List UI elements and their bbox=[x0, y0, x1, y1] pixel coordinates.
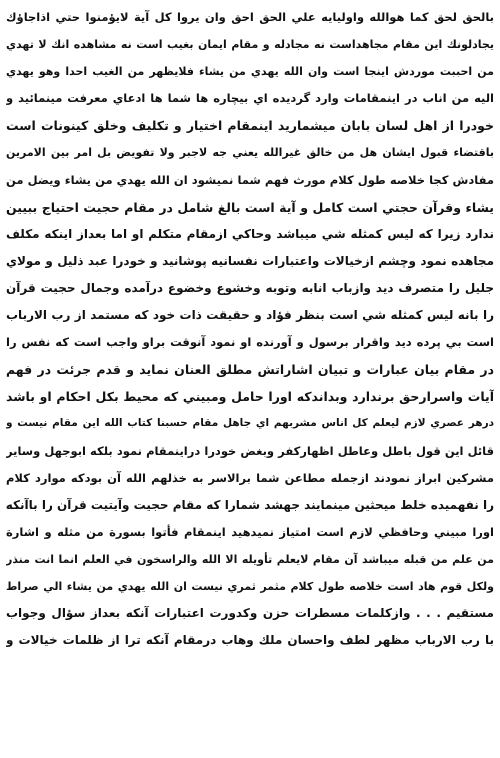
text-line-14: در مقام بيان عبارات و تبيان اشاراتش مطلق العنان نمايد و قدم جرئت در فهم bbox=[6, 362, 494, 378]
text-line-10: مجاهده نمود وچشم ازخيالات واعتبارات نفسانيه پوشانيد و خودرا عبد ذليل و مولاي bbox=[6, 253, 494, 268]
text-line-7: مفادش كجا خلاصه طول كلام مورث فهم شما نميشود ان الله يهدي من يشاء ويضل من bbox=[6, 172, 494, 187]
text-line-1: بالحق لحق كما هوالله واوليايه علي الحق احق وان يروا كل آية لايؤمنوا حتي اذاجاؤك bbox=[6, 10, 494, 24]
text-line-23: مستقيم . . . وازكلمات مسطرات حزن وكدورت اعتبارات آنكه بعداز سؤال وجواب bbox=[6, 606, 494, 621]
text-line-12: را بانه ليس كمثله شي است بنظر فؤاد و حقيقت ذات خود كه مستمد از رب الارباب bbox=[6, 308, 494, 323]
text-line-22: ولكل قوم هاد است خلاصه طول كلام مثمر ثمري نيست ان الله يهدي من يشاء الي صراط bbox=[6, 579, 494, 593]
text-line-6: باقتضاء قبول ايشان هل من خالق غيرالله يعني جه لاجبر ولا تفويض بل امر بين الامرين bbox=[6, 146, 494, 160]
text-line-24: با رب الارباب مظهر لطف واحسان ملك وهاب درمقام آنكه ترا از ظلمات خيالات و bbox=[6, 633, 494, 648]
text-line-20: اورا مبيني وحافظي لازم است امتياز نميدهيد اينمقام فأتوا بسورة من مثله و اشارة bbox=[6, 524, 494, 539]
text-line-16: درهر عصري لازم ليعلم كل اناس مشربهم اي جاهل مقام حسبنا كتاب الله اين مقام نيست و bbox=[6, 417, 494, 430]
text-line-15: آيات واسرارحق برندارد وبداندكه اورا حامل ومبيني كه محيط بكل احكام او باشد bbox=[6, 389, 494, 405]
text-line-18: مشركين ابراز نمودند ازجمله مطاعن شما برالاسر به خذلهم الله آن بودكه موارد كلام bbox=[6, 470, 494, 485]
text-line-19: را نفهميده خلط ميحثين مينمايند جهشد شمارا كه مقام حجيت وآيتيت قرآن را باآنكه bbox=[6, 497, 494, 512]
text-line-17: قائل اين قول باطل وعاطل اظهاركفر وبغض خودرا دراينمقام نمود بلكه ابوجهل وساير bbox=[6, 443, 494, 458]
text-line-21: من علم من قبله ميباشد آن مقام لايعلم تأويله الا الله والراسخون في العلم انما انت منذر bbox=[6, 552, 494, 566]
text-line-9: ندارد زيرا كه ليس كمثله شي ميباشد وحاكي ازمقام متكلم او اما بعداز اينكه مكلف bbox=[6, 226, 494, 241]
text-body bbox=[6, 4, 494, 654]
text-line-5: خودرا از اهل لسان بابان ميشماريد اينمقام اختيار و تكليف وخلق كينونات است bbox=[6, 118, 494, 134]
text-line-2: يجادلونك اين مقام مجاهداست نه مجادله و مقام ايمان بغيب است نه مشاهده انك لا تهدي bbox=[6, 38, 494, 52]
text-line-13: است بي پرده ديد واقرار برسول و آورنده او نمود آنوقت براو واجب است كه نفس را bbox=[6, 335, 494, 350]
text-line-11: جليل را متصرف ديد وازباب انابه وتوبه وخشوع وخضوع درآمده وجمال حجيت قرآن bbox=[6, 280, 494, 295]
text-line-4: اليه من اناب در اينمقامات وارد گرديده اي بيچاره ها شما ها ادعاي معرفت مينمائيد و bbox=[6, 91, 494, 106]
text-line-3: من احببت موردش اينجا است وان الله يهدي من يشاء فلايظهر من الغيب احدا وهو يهدي bbox=[6, 65, 494, 79]
text-line-8: يشاء وقرآن حجتي است كامل و آية است بالغ شامل در مقام حجيت احتياج ببيين bbox=[6, 199, 494, 215]
